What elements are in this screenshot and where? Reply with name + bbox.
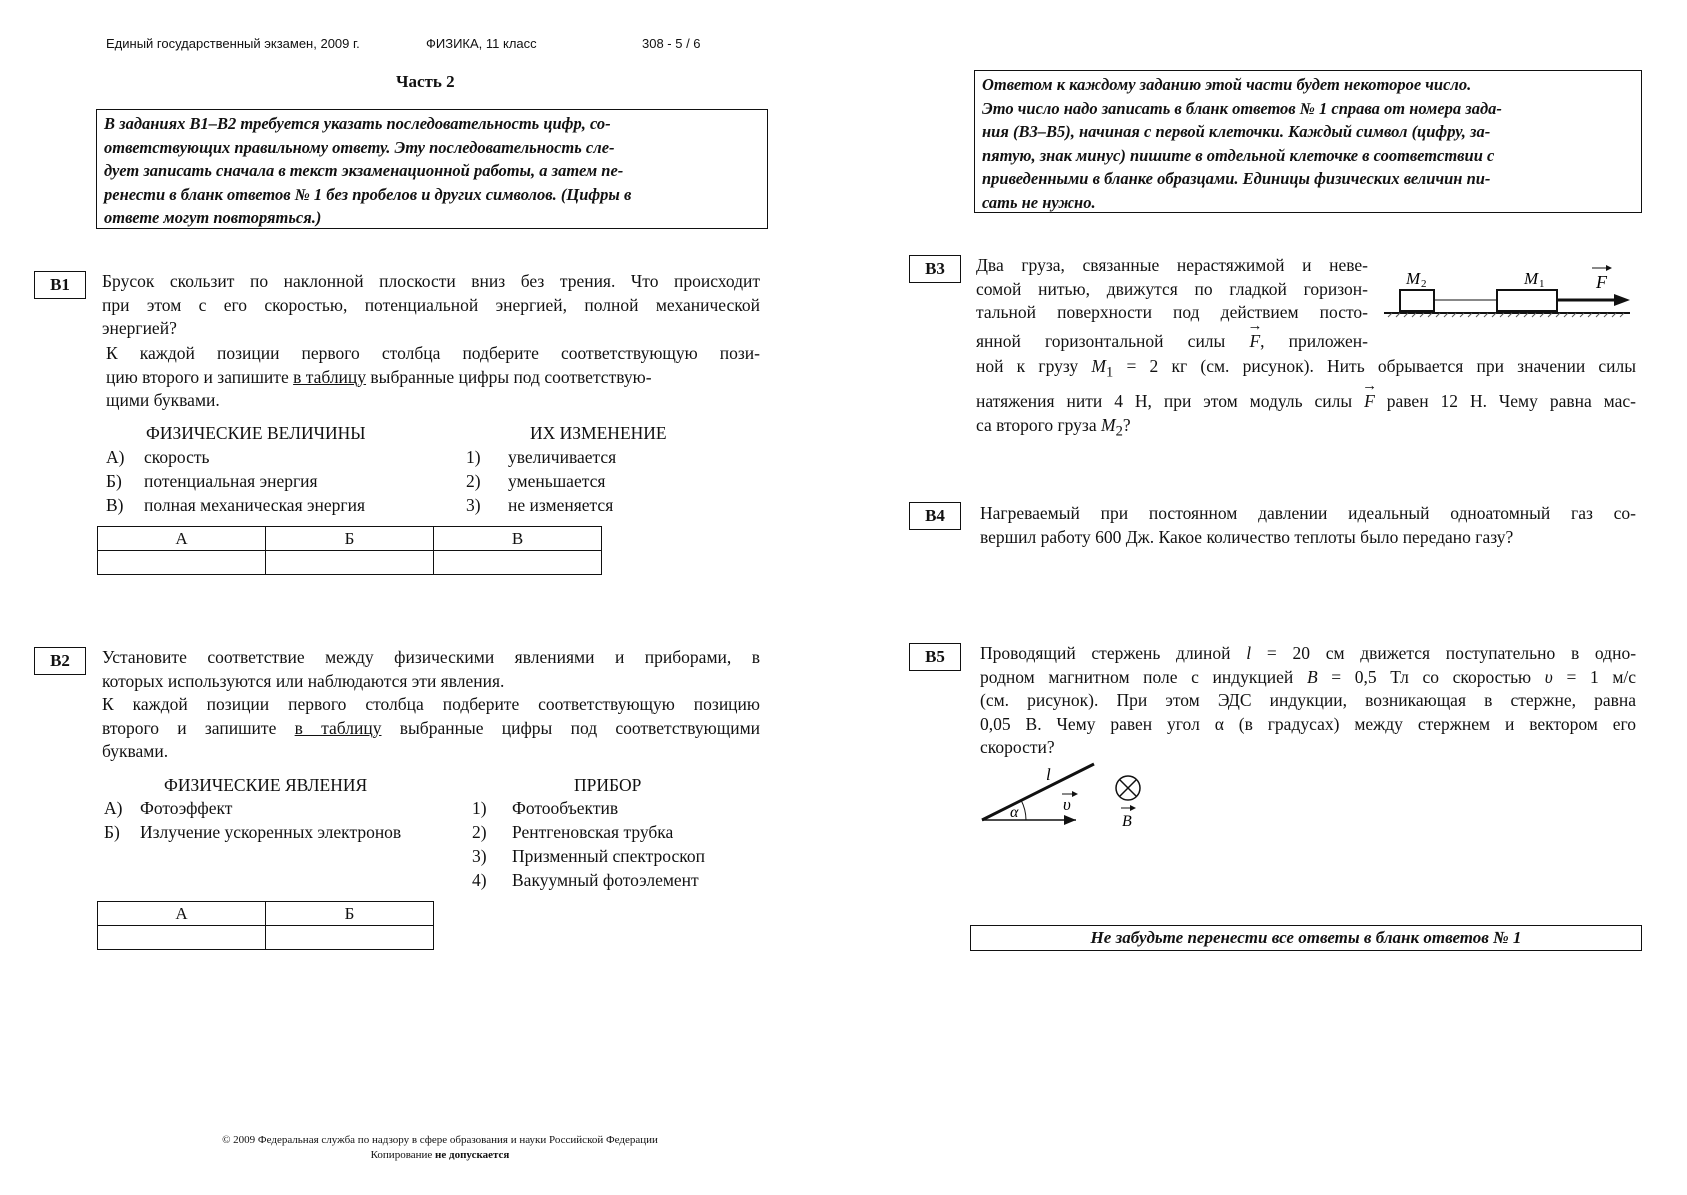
b1-answer-table [97, 526, 602, 575]
fig-velocity-vector-head [1072, 791, 1078, 797]
b2-item-text: Фотоэффект [140, 798, 233, 818]
fig-alpha-label: α [1010, 804, 1019, 821]
b1-option-text: не изменяется [508, 495, 614, 515]
b2-task-part: выбранные цифры под соответствующими [399, 717, 761, 738]
b1-option-num: 1) [466, 447, 481, 467]
b1-item-text: потенциальная энергия [144, 471, 318, 491]
b1-task-line: К каждой позиции первого столбца подберите соответствующую пози- [106, 343, 760, 363]
question-label-b5: В5 [909, 643, 961, 671]
block-m1 [1497, 290, 1557, 311]
b1-table-header: А [98, 527, 266, 551]
b2-item-letter: Б) [104, 822, 120, 842]
fig-induction-label: B [1122, 813, 1132, 830]
b1-item-text: полная механическая энергия [144, 495, 365, 515]
b5-line: 0,05 В. Чему равен угол α (в градусах) между стержнем и вектором его [980, 713, 1636, 734]
b1-col2-title: ИХ ИЗМЕНЕНИЕ [530, 423, 667, 443]
b1-task [106, 342, 760, 413]
b2-answer-cell[interactable] [266, 926, 434, 950]
question-label-b2: В2 [34, 647, 86, 675]
copyright-line: © 2009 Федеральная служба по надзору в сфере образования и науки Российской Федерации [222, 1134, 658, 1146]
instruction-line: ответствующих правильному ответу. Эту последовательность сле- [104, 137, 615, 157]
velocity-arrowhead [1064, 815, 1076, 825]
b1-table-header: В [434, 527, 602, 551]
instruction-line: дует записать сначала в текст экзаменационной работы, а затем пе- [104, 161, 624, 180]
b1-item-letter: А) [106, 447, 125, 467]
mass-symbol: M [1101, 414, 1116, 435]
b1-task-line-2 [106, 366, 760, 390]
b5-line: скорости? [980, 737, 1055, 757]
part-title: Часть 2 [396, 72, 455, 91]
b4-line: вершил работу 600 Дж. Какое количество теплоты было передано газу? [980, 526, 1514, 547]
instruction-line: ния (В3–В5), начиная с первой клеточки. Каждый символ (цифру, за- [982, 122, 1491, 141]
b5-figure [978, 758, 1148, 830]
b1-col1-title: ФИЗИЧЕСКИЕ ВЕЛИЧИНЫ [146, 423, 366, 443]
instruction-line: В заданиях В1–В2 требуется указать последовательность цифр, со- [104, 114, 611, 133]
b3-figure [1384, 258, 1634, 326]
page-number: 308 - 5 / 6 [642, 36, 701, 51]
b2-task-line: К каждой позиции первого столбца подберите соответствующую позицию [102, 694, 760, 714]
b5-line: (см. рисунок). При этом ЭДС индукции, возникающая в стержне, равна [980, 690, 1636, 710]
rod-line [982, 764, 1094, 820]
b2-option-num: 1) [472, 798, 487, 818]
b2-task-part: второго и запишите [102, 717, 277, 738]
force-symbol: → F [1364, 390, 1375, 414]
b3-text-top [976, 254, 1368, 353]
fig-length-label: l [1046, 765, 1051, 784]
instruction-line: Ответом к каждому заданию этой части будет некоторое число. [982, 75, 1472, 94]
b2-item-letter: А) [104, 798, 123, 818]
b5-part: родном магнитном поле с индукцией [980, 666, 1294, 687]
b2-task-line-2 [102, 717, 760, 741]
b1-item-letter: Б) [106, 471, 122, 491]
b1-task-line: щими буквами. [106, 390, 220, 410]
b3-part: = 2 кг (см. рисунок). Нить обрывается при значении силы [1126, 356, 1637, 376]
b2-text [102, 646, 760, 764]
force-symbol: → F [1249, 330, 1260, 354]
fig-velocity-label: υ [1063, 795, 1071, 814]
b3-line: сомой нитью, движутся по гладкой горизон- [976, 278, 1368, 299]
b2-table-header: А [98, 902, 266, 926]
fig-induction-vector-head [1130, 805, 1136, 811]
b3-line: Два груза, связанные нерастяжимой и неве- [976, 255, 1368, 275]
b5-text [980, 642, 1636, 760]
b1-text [102, 270, 760, 341]
b3-part: янной горизонтальной силы [976, 330, 1226, 351]
subject-title: ФИЗИКА, 11 класс [426, 36, 537, 51]
b2-option-num: 2) [472, 822, 487, 842]
fig-m2-sub: 2 [1421, 278, 1427, 290]
b5-line-1 [980, 642, 1636, 666]
subscript: 2 [1115, 423, 1123, 439]
question-label-b3: В3 [909, 255, 961, 283]
b2-option-text: Призменный спектроскоп [512, 846, 705, 866]
b3-part: натяжения нити 4 Н, при этом модуль силы [976, 391, 1353, 411]
force-arrowhead [1614, 294, 1630, 306]
fig-force-label: F [1596, 272, 1607, 292]
copy-notice-bold: не допускается [435, 1149, 510, 1161]
b4-text [980, 502, 1636, 549]
b5-part: = 1 м/с [1566, 666, 1637, 687]
b1-option-num: 3) [466, 495, 481, 515]
fig-m1-sub: 1 [1539, 278, 1545, 290]
b2-col2-title: ПРИБОР [574, 775, 642, 795]
instruction-box-right [974, 70, 1642, 213]
b3-line-6 [976, 390, 1636, 414]
b1-item-text: скорость [144, 447, 210, 467]
instruction-line: сать не нужно. [982, 192, 1096, 212]
length-symbol: l [1246, 643, 1252, 663]
b3-line: тальной поверхности под действием посто- [976, 302, 1368, 322]
induction-symbol: B [1306, 666, 1318, 687]
fig-force-vector-head [1606, 265, 1612, 271]
velocity-symbol: υ [1544, 666, 1553, 687]
b2-option-text: Фотообъектив [512, 798, 619, 818]
b2-item-text: Излучение ускоренных электронов [140, 822, 402, 842]
b3-line-4 [976, 330, 1368, 354]
b3-part: ной к грузу [976, 356, 1079, 376]
subscript: 1 [1105, 364, 1114, 381]
b2-option-num: 4) [472, 870, 487, 890]
b5-part: Проводящий стержень длиной [980, 643, 1231, 663]
b2-answer-cell[interactable] [98, 926, 266, 950]
b1-answer-cell[interactable] [266, 551, 434, 575]
copy-notice [150, 1149, 730, 1161]
b2-line: которых используются или наблюдаются эти явления. [102, 670, 505, 691]
angle-arc [1021, 800, 1026, 820]
b2-option-text: Вакуумный фотоэлемент [512, 870, 699, 890]
instruction-line: приведенными в бланке образцами. Единицы физических величин пи- [982, 169, 1491, 188]
b1-table-header: Б [266, 527, 434, 551]
b1-answer-cell[interactable] [98, 551, 266, 575]
b1-item-letter: В) [106, 495, 124, 515]
b1-task-part: выбранные цифры под соответствую- [370, 366, 652, 387]
b2-line: Установите соответствие между физическими явлениями и приборами, в [102, 647, 760, 667]
b4-line: Нагреваемый при постоянном давлении идеальный одноатомный газ со- [980, 503, 1636, 523]
question-label-b4: В4 [909, 502, 961, 530]
instruction-line: пятую, знак минус) пишите в отдельной клеточке в соответствии с [982, 145, 1495, 165]
fig-m1-label: M [1524, 269, 1539, 288]
b2-col1-title: ФИЗИЧЕСКИЕ ЯВЛЕНИЯ [164, 775, 368, 795]
b2-answer-table [97, 901, 434, 950]
b3-text-bottom [976, 355, 1636, 444]
mass-symbol: M [1091, 356, 1106, 376]
instruction-line: ренести в бланк ответов № 1 без пробелов и других символов. (Цифры в [104, 184, 632, 204]
instruction-box-left [96, 109, 768, 229]
b1-line: Брусок скользит по наклонной плоскости вниз без трения. Что происходит [102, 271, 760, 291]
instruction-line: Это число надо записать в бланк ответов № 1 справа от номера зада- [982, 98, 1502, 118]
b1-option-text: увеличивается [508, 447, 617, 467]
reminder-box: Не забудьте перенести все ответы в бланк ответов № 1 [970, 925, 1642, 951]
b2-option-num: 3) [472, 846, 487, 866]
b2-option-text: Рентгеновская трубка [512, 822, 674, 842]
b1-option-text: уменьшается [508, 471, 606, 491]
b3-part: равен 12 Н. Чему равна мас- [1386, 391, 1636, 411]
b1-task-link: в таблицу [293, 366, 367, 387]
block-m2 [1400, 290, 1434, 311]
fig-m2-label: M [1406, 269, 1421, 288]
b2-table-header: Б [266, 902, 434, 926]
b1-line: при этом с его скоростью, потенциальной энергией, полной механической [102, 294, 760, 315]
b2-task-line: буквами. [102, 741, 169, 761]
exam-title: Единый государственный экзамен, 2009 г. [106, 36, 360, 51]
b2-task-link: в таблицу [294, 717, 382, 738]
b5-part: = 0,5 Тл со скоростью [1331, 666, 1532, 687]
copy-notice-part: Копирование [370, 1149, 433, 1161]
b3-line-7 [976, 414, 1636, 444]
b1-answer-cell[interactable] [434, 551, 602, 575]
b3-line-5 [976, 355, 1636, 385]
b3-part: , приложен- [1260, 330, 1368, 351]
b3-part: са второго груза [976, 414, 1097, 435]
b1-line: энергией? [102, 318, 177, 338]
b3-part: ? [1122, 414, 1131, 435]
question-label-b1: В1 [34, 271, 86, 299]
instruction-line: ответе могут повторяться.) [104, 208, 322, 227]
b1-option-num: 2) [466, 471, 481, 491]
b5-line-2 [980, 666, 1636, 690]
b5-part: = 20 см движется поступательно в одно- [1266, 643, 1637, 663]
b1-task-part: цию второго и запишите [106, 366, 289, 387]
